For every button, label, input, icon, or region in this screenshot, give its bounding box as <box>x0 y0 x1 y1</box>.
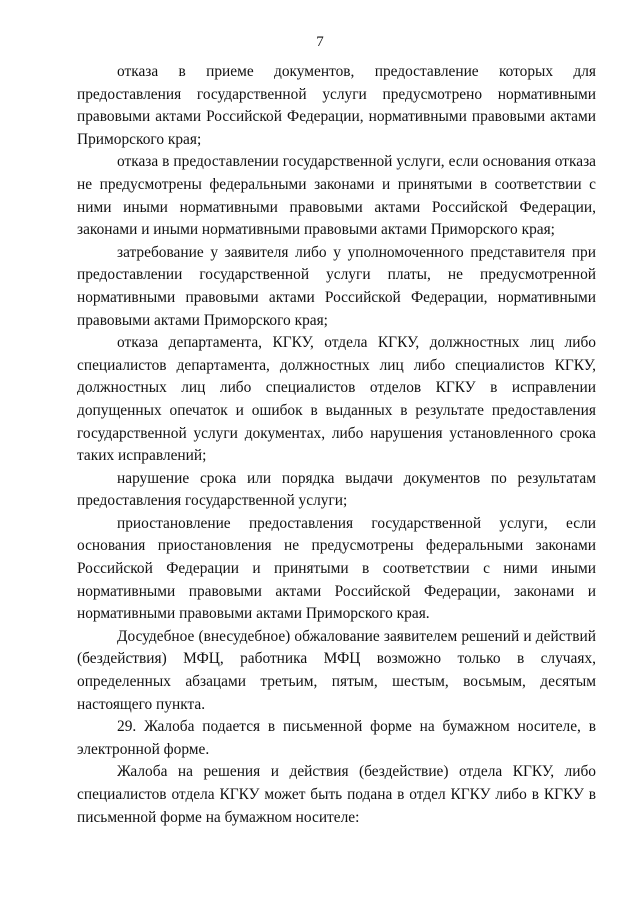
paragraph-pretrial-appeal: Досудебное (внесудебное) обжалование заявителем решений и действий (бездействия) МФЦ, работника МФЦ возможно только в случаях, определенных абзацами третьим, пятым, шестым, восьмым, десятым настоящего пункта. <box>77 627 596 713</box>
paragraph-refusal-acceptance: отказа в приеме документов, предоставление которых для предоставления государственной услуги предусмотрено нормативными правовыми актами Российской Федерации, нормативными правовыми актами Приморского края; <box>77 63 596 148</box>
document-body <box>77 61 596 829</box>
paragraph-complaint-submission: Жалоба на решения и действия (бездействие) отдела КГКУ, либо специалистов отдела КГКУ может быть подана в отдел КГКУ либо в КГКУ в письменной форме на бумажном носителе: <box>77 763 596 826</box>
page-number: 7 <box>316 34 324 50</box>
paragraph-suspension: приостановление предоставления государственной услуги, если основания приостановления не предусмотрены федеральными законами Российской Федерации и принятыми в соответствии с ними иными нормативными правовыми актами Российской Федерации, законами и нормативными правовыми актами Приморского края. <box>77 514 596 623</box>
paragraph-fee-demand: затребование у заявителя либо у уполномоченного представителя при предоставлении государственной услуги платы, не предусмотренной нормативными правовыми актами Российской Федерации, нормативными правовыми актами Приморского края; <box>77 243 596 329</box>
paragraph-correction-refusal: отказа департамента, КГКУ, отдела КГКУ, должностных лиц либо специалистов департамента, должностных лиц либо специалистов КГКУ, должностных лиц либо специалистов отделов КГКУ в исправлении допущенных опечаток и ошибок в выданных в результате предоставления государственной услуги документах, либо нарушения установленного срока таких исправлений; <box>77 334 596 465</box>
paragraph-refusal-provision: отказа в предоставлении государственной услуги, если основания отказа не предусмотрены федеральными законами и принятыми в соответствии с ними иными нормативными правовыми актами Российской Федерации, законами и иными нормативными правовыми актами Приморского края; <box>77 153 596 239</box>
paragraph-issuance-violation: нарушение срока или порядка выдачи документов по результатам предоставления государственной услуги; <box>77 469 596 510</box>
paragraph-complaint-form: 29. Жалоба подается в письменной форме на бумажном носителе, в электронной форме. <box>77 718 596 758</box>
